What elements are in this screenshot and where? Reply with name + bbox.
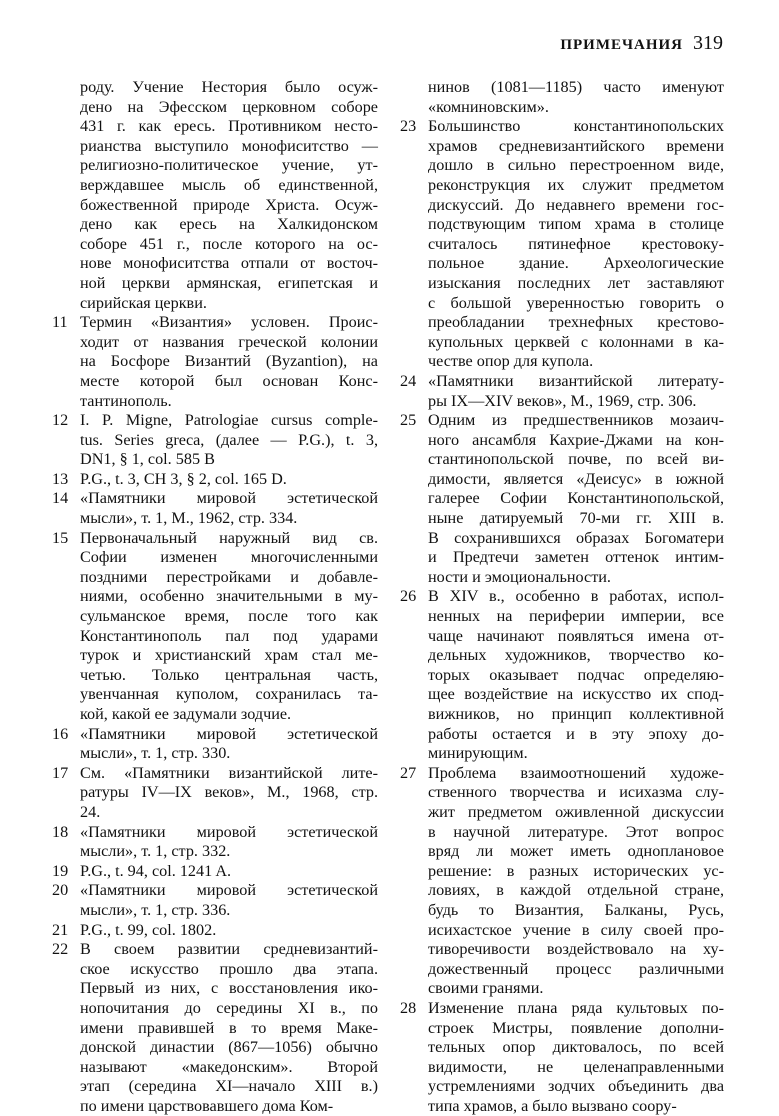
text-line: реконструкция их служит предметом (428, 175, 724, 194)
note-21 (52, 921, 378, 941)
note-16 (52, 725, 378, 764)
note-number: 18 (52, 822, 69, 841)
text-line: будь то Византия, Балканы, Русь, (428, 900, 724, 919)
note-text (428, 587, 724, 763)
text-line: ходит от названия греческой колонии (80, 332, 378, 351)
text-line: 431 г. как ересь. Противником несто- (80, 117, 378, 136)
text-line: своими гранями. (428, 979, 544, 998)
note-text (428, 411, 724, 587)
text-line: 24. (80, 802, 101, 821)
text-line: вряд ли может иметь одноплановое (428, 842, 724, 861)
text-line: «Памятники мировой эстетической (80, 881, 378, 900)
note-20 (52, 881, 378, 920)
note-text (428, 372, 724, 411)
text-line: ныне датируемый 70-ми гг. XIII в. (428, 509, 724, 528)
text-line: тантинополь. (80, 391, 172, 410)
note-17 (52, 764, 378, 823)
text-line: торых оказывает подчас определяю- (428, 665, 724, 684)
text-line: тельных опор диктовалось, по всей (428, 1038, 724, 1057)
note-text (80, 940, 378, 1116)
text-line: В сохранившихся образах Богоматери (428, 528, 724, 547)
text-line: решение: в разных исторических ус- (428, 861, 724, 880)
note-26 (400, 587, 724, 763)
note-number: 22 (52, 940, 69, 959)
page-number: 319 (693, 32, 723, 54)
note-text (80, 823, 378, 862)
text-line: честве опор для купола. (428, 352, 594, 371)
text-line: польное здание. Археологические (428, 254, 724, 273)
text-line: дискуссий. До недавнего времени гос- (428, 195, 724, 214)
text-line: ной церкви армянская, египетская и (80, 273, 378, 292)
right-column (400, 78, 724, 1116)
text-line: устремлениями зодчих объединить два (428, 1077, 724, 1096)
note-number: 23 (400, 117, 417, 136)
text-line: кой, какой ее задумали зодчие. (80, 705, 292, 723)
note-text (80, 313, 378, 411)
note-number: 15 (52, 528, 69, 547)
text-line: изыскания последних лет заставляют (428, 273, 724, 292)
text-line: рианства выступило монофиситство — (80, 136, 378, 155)
text-line: тиворечивости воздействовало на ху- (428, 940, 724, 959)
text-line: Большинство константинопольских (428, 117, 724, 136)
note-number: 11 (52, 313, 68, 332)
text-line: нопочитания до середины XI в., по (80, 998, 378, 1017)
text-line: вижников, но принцип коллективной (428, 705, 724, 723)
text-line: увенчанная куполом, сохранилась та- (80, 685, 378, 704)
text-line: ловиях, в каждой отдельной стране, (428, 881, 724, 900)
note-12 (52, 411, 378, 470)
text-line: мысли», т. 1, М., 1962, стр. 334. (80, 509, 298, 528)
note-24 (400, 372, 724, 411)
text-line: подствующим типом храма в столице (428, 215, 724, 234)
text-line: ниями, особенно значительными в му- (80, 587, 378, 606)
note-number: 28 (400, 998, 417, 1017)
left-column (52, 78, 378, 1116)
note-text (80, 470, 378, 490)
continued-note-text (52, 78, 378, 313)
note-text (80, 489, 378, 528)
text-line: галерее Софии Константинопольской, (428, 489, 724, 508)
text-line: сульманское время, после того как (80, 607, 378, 626)
note-number: 12 (52, 411, 69, 430)
note-19 (52, 862, 378, 882)
text-line: Проблема взаимоотношений художе- (428, 763, 724, 782)
note-text (80, 881, 378, 920)
text-line: типа храмов, а было вызвано соору- (428, 1096, 677, 1115)
text-line: P.G., t. 99, col. 1802. (80, 920, 217, 939)
text-line: P.G., t. 94, col. 1241 A. (80, 861, 232, 880)
text-line: считалось пятинефное крестовоку- (428, 234, 724, 253)
text-line: Первый из них, с восстановления ико- (80, 979, 378, 998)
note-11 (52, 313, 378, 411)
text-line: P.G., t. 3, CH 3, § 2, col. 165 D. (80, 469, 287, 488)
text-line: мысли», т. 1, стр. 330. (80, 744, 231, 763)
text-line: сирийская церкви. (80, 293, 207, 312)
note-number: 19 (52, 861, 69, 880)
text-line: с большой уверенностью говорить о (428, 293, 724, 312)
text-line: нинов (1081—1185) часто именуют (428, 78, 724, 96)
text-line: по имени царствовавшего дома Ком- (80, 1096, 334, 1115)
note-text (80, 764, 378, 823)
text-line: исихастское учение в силу своей про- (428, 920, 724, 939)
text-line: ного ансамбля Кахрие-Джами на кон- (428, 430, 724, 449)
text-line: дожественный процесс различными (428, 959, 724, 978)
text-line: поздними перестройками и добавле- (80, 567, 378, 586)
note-number: 21 (52, 920, 69, 939)
text-line: преобладании трехнефных крестово- (428, 313, 724, 332)
note-14 (52, 489, 378, 528)
text-line: донской династии (867—1056) обычно (80, 1038, 378, 1057)
text-line: месте которой был основан Конс- (80, 371, 378, 390)
text-line: строек Мистры, появление дополни- (428, 1018, 724, 1037)
text-line: дошло в сильно перестроенном виде, (428, 156, 724, 175)
text-line: чаще начинают появляться имена от- (428, 626, 724, 645)
text-line: ское искусство прошло два этапа. (80, 959, 378, 978)
note-number: 13 (52, 469, 69, 488)
page-header (560, 32, 723, 55)
text-line: ности и эмоциональности. (428, 567, 611, 586)
note-number: 25 (400, 411, 417, 430)
text-line: «Памятники мировой эстетической (80, 822, 378, 841)
note-number: 24 (400, 371, 417, 390)
text-line: мысли», т. 1, стр. 336. (80, 900, 231, 919)
note-text (80, 725, 378, 764)
running-title: ПРИМЕЧАНИЯ (560, 37, 683, 53)
text-line: божественной природе Христа. Осуж- (80, 195, 378, 214)
text-line: ры IX—XIV веков», М., 1969, стр. 306. (428, 391, 697, 410)
text-line: «комниновским». (428, 97, 549, 116)
text-line: щее воздействие на искусство их спод- (428, 685, 724, 704)
note-text (428, 999, 724, 1116)
note-number: 20 (52, 881, 69, 900)
text-line: жит предметом оживленной дискуссии (428, 802, 724, 821)
text-line: Константинополь пал под ударами (80, 626, 378, 645)
note-number: 26 (400, 587, 417, 606)
text-line: Софии изменен многочисленными (80, 548, 378, 567)
note-13 (52, 470, 378, 490)
text-line: I. P. Migne, Patrologiae cursus comple- (80, 411, 378, 430)
note-15 (52, 529, 378, 725)
text-line: минирующим. (428, 744, 528, 763)
text-line: «Памятники мировой эстетической (80, 489, 378, 508)
note-23 (400, 117, 724, 372)
text-line: работы остается и в эту эпоху до- (428, 724, 724, 743)
text-line: дено на Эфесском церковном соборе (80, 97, 378, 116)
text-line: ненных на периферии империи, все (428, 607, 724, 626)
text-line: на Босфоре Византий (Byzantion), на (80, 352, 378, 371)
text-line: имени правившей в то время Маке- (80, 1018, 378, 1037)
text-line: роду. Учение Нестория было осуж- (80, 78, 378, 96)
text-line: четью. Только центральная часть, (80, 665, 378, 684)
text-line: В своем развитии средневизантий- (80, 940, 378, 959)
text-line: Термин «Византия» условен. Проис- (80, 313, 378, 332)
text-line: храмов средневизантийского времени (428, 136, 724, 155)
note-27 (400, 764, 724, 999)
text-line: стантинопольской почве, по всей ви- (428, 450, 724, 469)
text-line: DN1, § 1, col. 585 B (80, 450, 215, 469)
text-line: мысли», т. 1, стр. 332. (80, 842, 231, 861)
note-25 (400, 411, 724, 587)
text-line: дельных художников, творчество ко- (428, 646, 724, 665)
note-text (80, 529, 378, 725)
text-line: Изменение плана ряда культовых по- (428, 998, 724, 1017)
note-22 (52, 940, 378, 1116)
text-line: «Памятники мировой эстетической (80, 724, 378, 743)
note-text (428, 764, 724, 999)
text-line: ственного творчества и исихазма слу- (428, 783, 724, 802)
note-18 (52, 823, 378, 862)
continued-note-text (400, 78, 724, 117)
text-line: верждавшее мысль об единственной, (80, 175, 378, 194)
text-line: См. «Памятники византийской лите- (80, 763, 378, 782)
note-text (80, 411, 378, 470)
text-line: называют «македонским». Второй (80, 1057, 378, 1076)
text-line: религиозно-политическое учение, ут- (80, 156, 378, 175)
note-number: 17 (52, 763, 69, 782)
note-text (80, 862, 378, 882)
note-text (428, 117, 724, 372)
text-line: этап (середина XI—начало XIII в.) (80, 1077, 378, 1096)
text-line: видимости, не целенаправленными (428, 1057, 724, 1076)
text-line: купольных церквей с колоннами в ка- (428, 332, 724, 351)
text-line: «Памятники византийской литерату- (428, 371, 724, 390)
text-line: нове монофиситства отпали от восточ- (80, 254, 378, 273)
note-number: 16 (52, 724, 69, 743)
text-line: В XIV в., особенно в работах, испол- (428, 587, 724, 606)
text-line: tus. Series greca, (далее — P.G.), t. 3, (80, 430, 378, 449)
text-line: Одним из предшественников мозаич- (428, 411, 724, 430)
text-line: димости, является «Деисус» в южной (428, 469, 724, 488)
text-line: и Предтечи заметен оттенок интим- (428, 548, 724, 567)
note-28 (400, 999, 724, 1116)
note-number: 14 (52, 489, 69, 508)
text-line: ратуры IV—IX веков», М., 1968, стр. (80, 783, 378, 802)
text-line: в научной литературе. Этот вопрос (428, 822, 724, 841)
text-line: дено как ересь на Халкидонском (80, 215, 378, 234)
text-line: Первоначальный наружный вид св. (80, 528, 378, 547)
note-number: 27 (400, 763, 417, 782)
note-text (80, 921, 378, 941)
text-line: турок и христианский храм стал ме- (80, 646, 378, 665)
text-line: соборе 451 г., после которого на ос- (80, 234, 378, 253)
